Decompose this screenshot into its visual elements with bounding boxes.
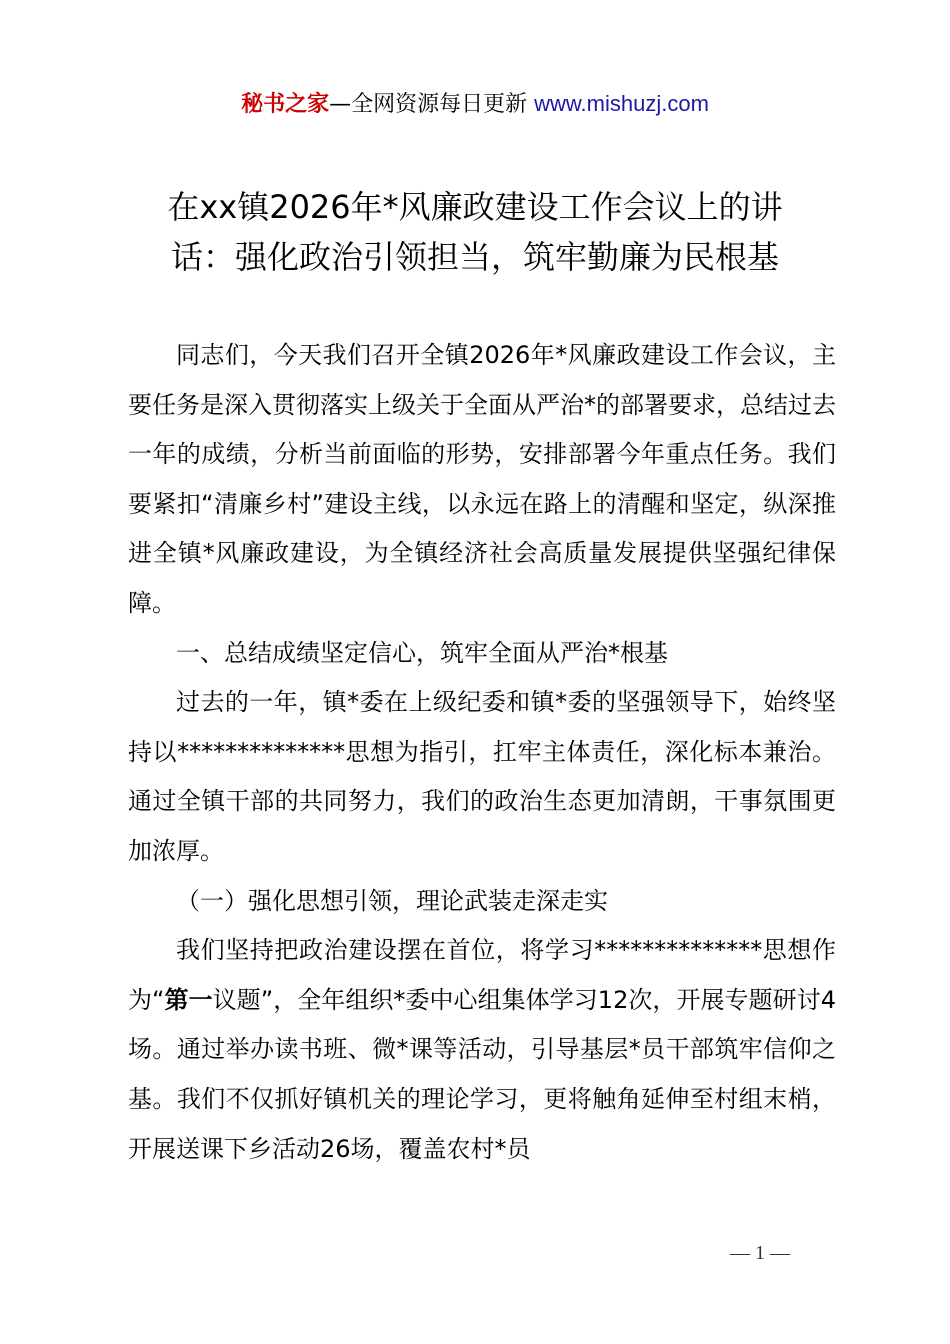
brand-name: 秘书之家: [241, 92, 330, 117]
site-url-link[interactable]: www.mishuzj.com: [534, 91, 709, 116]
document-body: [128, 331, 836, 1174]
paragraph-text-start: 我们坚持把政治建设摆在首位，将学习**************思想作为“: [128, 936, 836, 1014]
header-slogan: —全网资源每日更新: [329, 92, 528, 117]
section-heading-1: 一、总结成绩坚定信心，筑牢全面从严治*根基: [176, 638, 668, 667]
intro-paragraph: 同志们，今天我们召开全镇2026年*风廉政建设工作会议，主要任务是深入贯彻落实上级关于全面从严治*的部署要求，总结过去一年的成绩，分析当前面临的形势，安排部署今年重点任务。我们要紧扣“清廉乡村”建设主线，以永远在路上的清醒和坚定，纵深推进全镇*风廉政建设，为全镇经济社会高质量发展提供坚强纪律保障。: [128, 341, 836, 617]
paragraph-text-end: 议题”，全年组织*委中心组集体学习12次，开展专题研讨4场。通过举办读书班、微*课等活动，引导基层*员干部筑牢信仰之基。我们不仅抓好镇机关的理论学习，更将触角延伸至村组末梢，开展送课下乡活动26场，覆盖农村*员: [128, 985, 837, 1163]
paragraph-theory-study: [128, 926, 836, 1174]
subsection-heading-1: （一）强化思想引领，理论武装走深走实: [176, 886, 608, 915]
document-title: [100, 182, 850, 282]
site-header: [0, 88, 950, 121]
title-line-1: 在xx镇2026年*风廉政建设工作会议上的讲: [167, 188, 783, 226]
title-line-2: 话：强化政治引领担当，筑牢勤廉为民根基: [170, 238, 779, 276]
paragraph-achievements: 过去的一年，镇*委在上级纪委和镇*委的坚强领导下，始终坚持以**************思想为指引，扛牢主体责任，深化标本兼治。通过全镇干部的共同努力，我们的政治生态更加清朗，干事氛围更加浓厚。: [128, 688, 836, 865]
page-number: — 1 —: [730, 1242, 790, 1264]
bold-emphasis: 第一: [164, 985, 213, 1014]
